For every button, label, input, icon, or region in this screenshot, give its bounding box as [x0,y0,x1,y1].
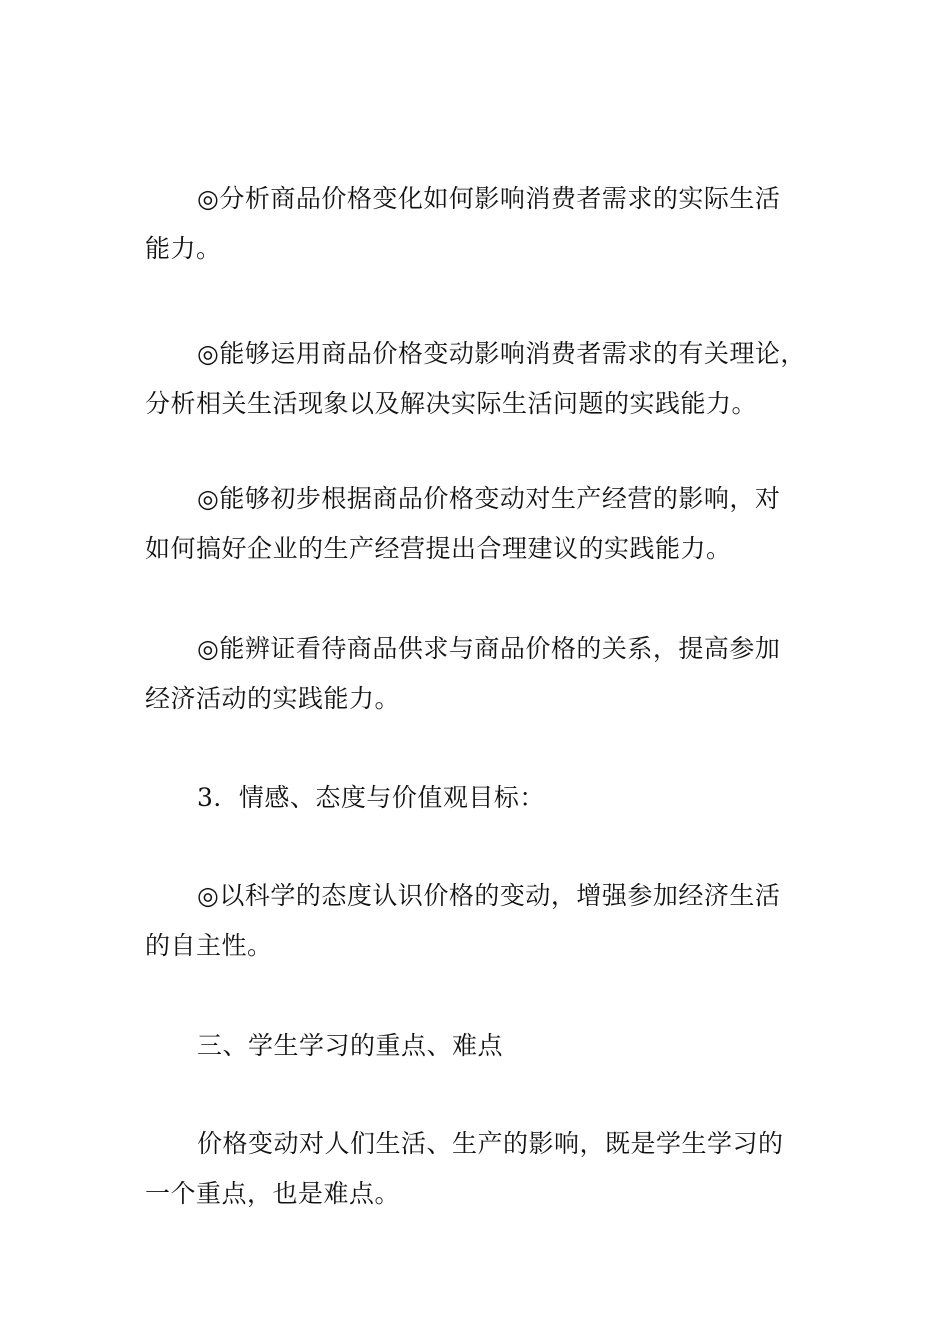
text-line: ◎能辨证看待商品供求与商品价格的关系，提高参加 [197,634,781,663]
ability-item-analyze-price-demand [145,174,815,274]
text-line: 经济活动的实践能力。 [145,684,401,713]
text-line: ◎能够初步根据商品价格变动对生产经营的影响，对 [197,484,781,513]
text-line: 分析相关生活现象以及解决实际生活问题的实践能力。 [145,389,758,418]
text-line: 价格变动对人们生活、生产的影响，既是学生学习的 [197,1129,784,1158]
section-heading-key-points [145,1021,815,1071]
ability-item-apply-theory [145,329,815,429]
text-line: 如何搞好企业的生产经营提出合理建议的实践能力。 [145,534,732,563]
ability-item-business-advice [145,474,815,574]
ability-item-supply-price-relation [145,624,815,724]
text-line: ◎能够运用商品价格变动影响消费者需求的有关理论， [197,339,806,368]
text-line: 3．情感、态度与价值观目标： [197,783,545,812]
text-line: 一个重点，也是难点。 [145,1179,401,1208]
text-line: 的自主性。 [145,931,273,960]
goal-item-scientific-attitude [145,871,815,971]
text-line: 能力。 [145,234,222,263]
text-line: ◎分析商品价格变化如何影响消费者需求的实际生活 [197,184,781,213]
section-heading-emotion-goals [145,773,815,823]
text-line: 三、学生学习的重点、难点 [197,1031,504,1060]
text-line: ◎以科学的态度认识价格的变动，增强参加经济生活 [197,881,781,910]
key-point-paragraph [145,1119,815,1219]
